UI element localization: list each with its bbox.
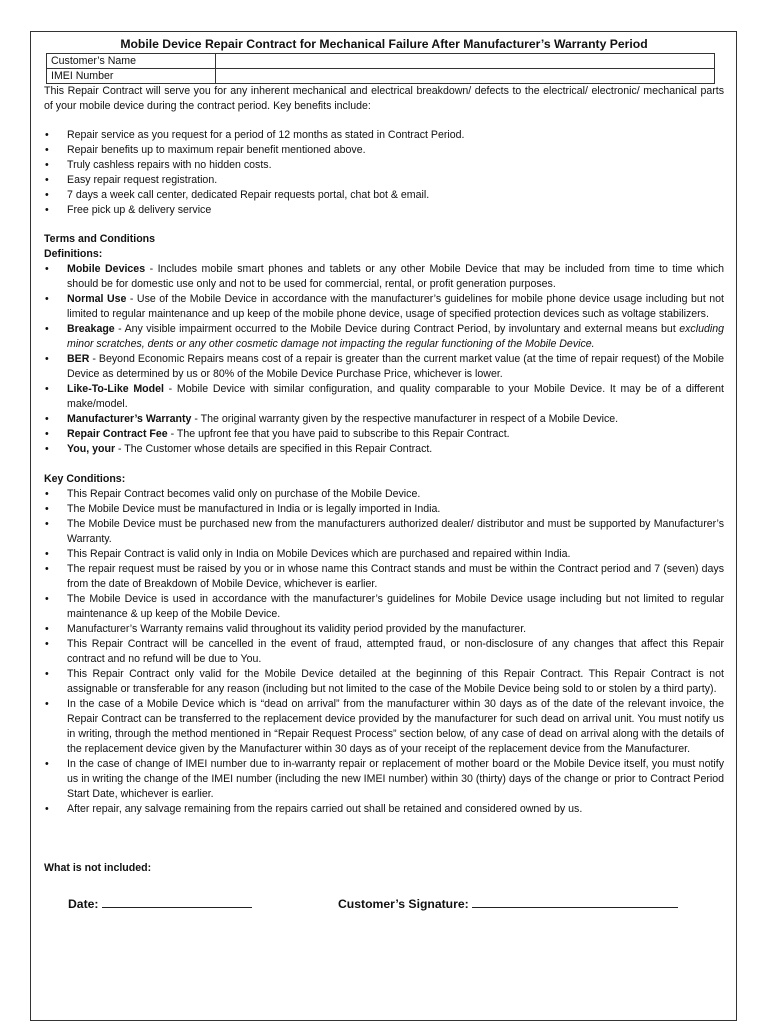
benefit-text: Free pick up & delivery service (67, 204, 212, 216)
bullet-marker: • (45, 698, 49, 710)
definition-item (44, 322, 724, 352)
customer-signature-label: Customer’s Signature: (338, 897, 469, 911)
definition-item (44, 442, 724, 457)
condition-item (44, 517, 724, 547)
condition-item (44, 802, 724, 817)
definitions-list (44, 262, 724, 457)
imei-number-row (47, 69, 715, 84)
condition-text: This Repair Contract becomes valid only on purchase of the Mobile Device. (67, 488, 421, 500)
bullet-marker: • (45, 129, 49, 141)
bullet-marker: • (45, 428, 49, 440)
benefit-item (44, 158, 724, 173)
condition-text: The Mobile Device is used in accordance with the manufacturer’s guidelines for Mobile Device usage including but not limited to regular maintenance & up keep of the Mobile Device. (67, 593, 724, 620)
terms-heading: Terms and Conditions (44, 233, 156, 245)
definition-text: - Mobile Device with similar configuration, and quality comparable to your Mobile Device. It may be of a different make/model. (67, 383, 724, 410)
definition-term: Repair Contract Fee (67, 428, 168, 440)
bullet-marker: • (45, 443, 49, 455)
customer-signature-field[interactable] (338, 895, 678, 912)
condition-text: In the case of a Mobile Device which is “dead on arrival” from the manufacturer within 30 days as of the date of the relevant invoice, the Repair Contract can be transferred to the replacement device provided by the manufacturer for such dead on arrival unit. You must notify us in writing, through the method mentioned in “Repair Request Process” section below, of any case of dead on arrival along with the details of the replacement device given by the Manufacturer within 30 days as of your receipt of the replacement device from the Manufacturer. (67, 698, 724, 755)
definition-term: Like-To-Like Model (67, 383, 164, 395)
bullet-marker: • (45, 488, 49, 500)
definition-term: You, your (67, 443, 116, 455)
imei-number-field[interactable] (216, 69, 715, 84)
definition-text: - Beyond Economic Repairs means cost of a repair is greater than the current market value (at the time of repair request) of the Mobile Device as determined by us or 80% of the Mobile Device Purchase Price, whichever is lower. (67, 353, 724, 380)
definition-item (44, 292, 724, 322)
bullet-marker: • (45, 323, 49, 335)
bullet-marker: • (45, 668, 49, 680)
date-label: Date: (68, 897, 99, 911)
bullet-marker: • (45, 159, 49, 171)
definition-item (44, 412, 724, 427)
benefit-text: 7 days a week call center, dedicated Repair requests portal, chat bot & email. (67, 189, 430, 201)
definition-text: - Any visible impairment occurred to the Mobile Device during Contract Period, by involuntary and external means but (114, 323, 680, 335)
definition-term: Manufacturer’s Warranty (67, 413, 192, 425)
benefits-list (44, 128, 724, 218)
benefit-text: Easy repair request registration. (67, 174, 218, 186)
definition-term: BER (67, 353, 90, 365)
document-title: Mobile Device Repair Contract for Mechanical Failure After Manufacturer’s Warranty Period (120, 37, 648, 51)
definition-text: - The original warranty given by the respective manufacturer in respect of a Mobile Device. (191, 413, 619, 425)
definition-text: - Use of the Mobile Device in accordance with the manufacturer’s guidelines for mobile phone device usage including but not limited to regular maintenance and up keep of the mobile phone device, usage of specified protection devices such as voltage stabilizers. (67, 293, 724, 320)
benefit-item (44, 203, 724, 218)
imei-number-label: IMEI Number (47, 69, 216, 84)
definition-item (44, 382, 724, 412)
definition-exclusion: excluding minor scratches, dents or any other cosmetic damage not impacting the regular functioning of the Mobile Device. (67, 323, 724, 350)
condition-text: The Mobile Device must be purchased new from the manufacturers authorized dealer/ distributor and must be supported by Manufacturer’s Warranty. (67, 518, 724, 545)
signature-line (472, 895, 678, 908)
definition-item (44, 427, 724, 442)
bullet-marker: • (45, 758, 49, 770)
bullet-marker: • (45, 413, 49, 425)
bullet-marker: • (45, 293, 49, 305)
benefit-text: Repair service as you request for a period of 12 months as stated in Contract Period. (67, 129, 465, 141)
definition-term: Breakage (67, 323, 115, 335)
intro-paragraph: This Repair Contract will serve you for any inherent mechanical and electrical breakdown/ defects to the electrical/ electronic/ mechanical parts of your mobile device during the contract period. Key benefits include: (44, 85, 724, 112)
bullet-marker: • (45, 353, 49, 365)
condition-text: This Repair Contract is valid only in India on Mobile Devices which are purchased and repaired within India. (67, 548, 571, 560)
bullet-marker: • (45, 204, 49, 216)
benefit-text: Truly cashless repairs with no hidden costs. (67, 159, 272, 171)
date-line (102, 895, 252, 908)
contract-document (44, 37, 724, 915)
definition-term: Normal Use (67, 293, 127, 305)
bullet-marker: • (45, 383, 49, 395)
definition-text: - The Customer whose details are specified in this Repair Contract. (115, 443, 433, 455)
definition-item (44, 262, 724, 292)
condition-item (44, 502, 724, 517)
definition-term: Mobile Devices (67, 263, 146, 275)
bullet-marker: • (45, 263, 49, 275)
benefit-text: Repair benefits up to maximum repair benefit mentioned above. (67, 144, 366, 156)
condition-text: In the case of change of IMEI number due to in-warranty repair or replacement of mother board or the Mobile Device itself, you must notify us in writing the change of the IMEI number (including the new IMEI number) within 30 (thirty) days of the change or prior to Contract Period Start Date, whichever is earlier. (67, 758, 724, 800)
bullet-marker: • (45, 503, 49, 515)
key-conditions-heading: Key Conditions: (44, 473, 126, 485)
bullet-marker: • (45, 548, 49, 560)
bullet-marker: • (45, 593, 49, 605)
signature-row (44, 895, 724, 915)
definitions-heading: Definitions: (44, 248, 103, 260)
definition-text: - The upfront fee that you have paid to subscribe to this Repair Contract. (167, 428, 510, 440)
benefit-item (44, 128, 724, 143)
customer-name-field[interactable] (216, 54, 715, 69)
condition-item (44, 562, 724, 592)
condition-item (44, 592, 724, 622)
condition-text: This Repair Contract will be cancelled in the event of fraud, attempted fraud, or non-disclosure of any changes that affect this Repair contract and no refund will be due to You. (67, 638, 724, 665)
condition-text: After repair, any salvage remaining from the repairs carried out shall be retained and considered owned by us. (67, 803, 583, 815)
benefit-item (44, 188, 724, 203)
condition-item (44, 487, 724, 502)
condition-item (44, 757, 724, 802)
bullet-marker: • (45, 189, 49, 201)
customer-name-row (47, 54, 715, 69)
definition-item (44, 352, 724, 382)
key-conditions-list (44, 487, 724, 817)
condition-text: The repair request must be raised by you or in whose name this Contract stands and must be within the Contract period and 7 (seven) days from the date of Breakdown of Mobile Device, whichever is earlier. (67, 563, 724, 590)
benefit-item (44, 143, 724, 158)
condition-text: Manufacturer’s Warranty remains valid throughout its validity period provided by the manufacturer. (67, 623, 527, 635)
bullet-marker: • (45, 563, 49, 575)
bullet-marker: • (45, 623, 49, 635)
bullet-marker: • (45, 638, 49, 650)
customer-info-table (46, 53, 715, 84)
bullet-marker: • (45, 174, 49, 186)
bullet-marker: • (45, 803, 49, 815)
condition-item (44, 667, 724, 697)
not-included-heading: What is not included: (44, 862, 152, 874)
condition-item (44, 637, 724, 667)
condition-text: The Mobile Device must be manufactured in India or is legally imported in India. (67, 503, 441, 515)
condition-item (44, 622, 724, 637)
condition-item (44, 547, 724, 562)
benefit-item (44, 173, 724, 188)
customer-name-label: Customer’s Name (47, 54, 216, 69)
bullet-marker: • (45, 144, 49, 156)
definition-text: - Includes mobile smart phones and tablets or any other Mobile Device that may be included from time to time which should be for domestic use only and not to be used for commercial, rental, or profit generation purposes. (67, 263, 724, 290)
condition-text: This Repair Contract only valid for the Mobile Device detailed at the beginning of this Repair Contract. This Repair Contract is not assignable or transferable for any reason (including but not limited to the case of the Mobile Device being sold to or stolen by a third party). (67, 668, 724, 695)
condition-item (44, 697, 724, 757)
bullet-marker: • (45, 518, 49, 530)
date-field[interactable] (68, 895, 252, 912)
